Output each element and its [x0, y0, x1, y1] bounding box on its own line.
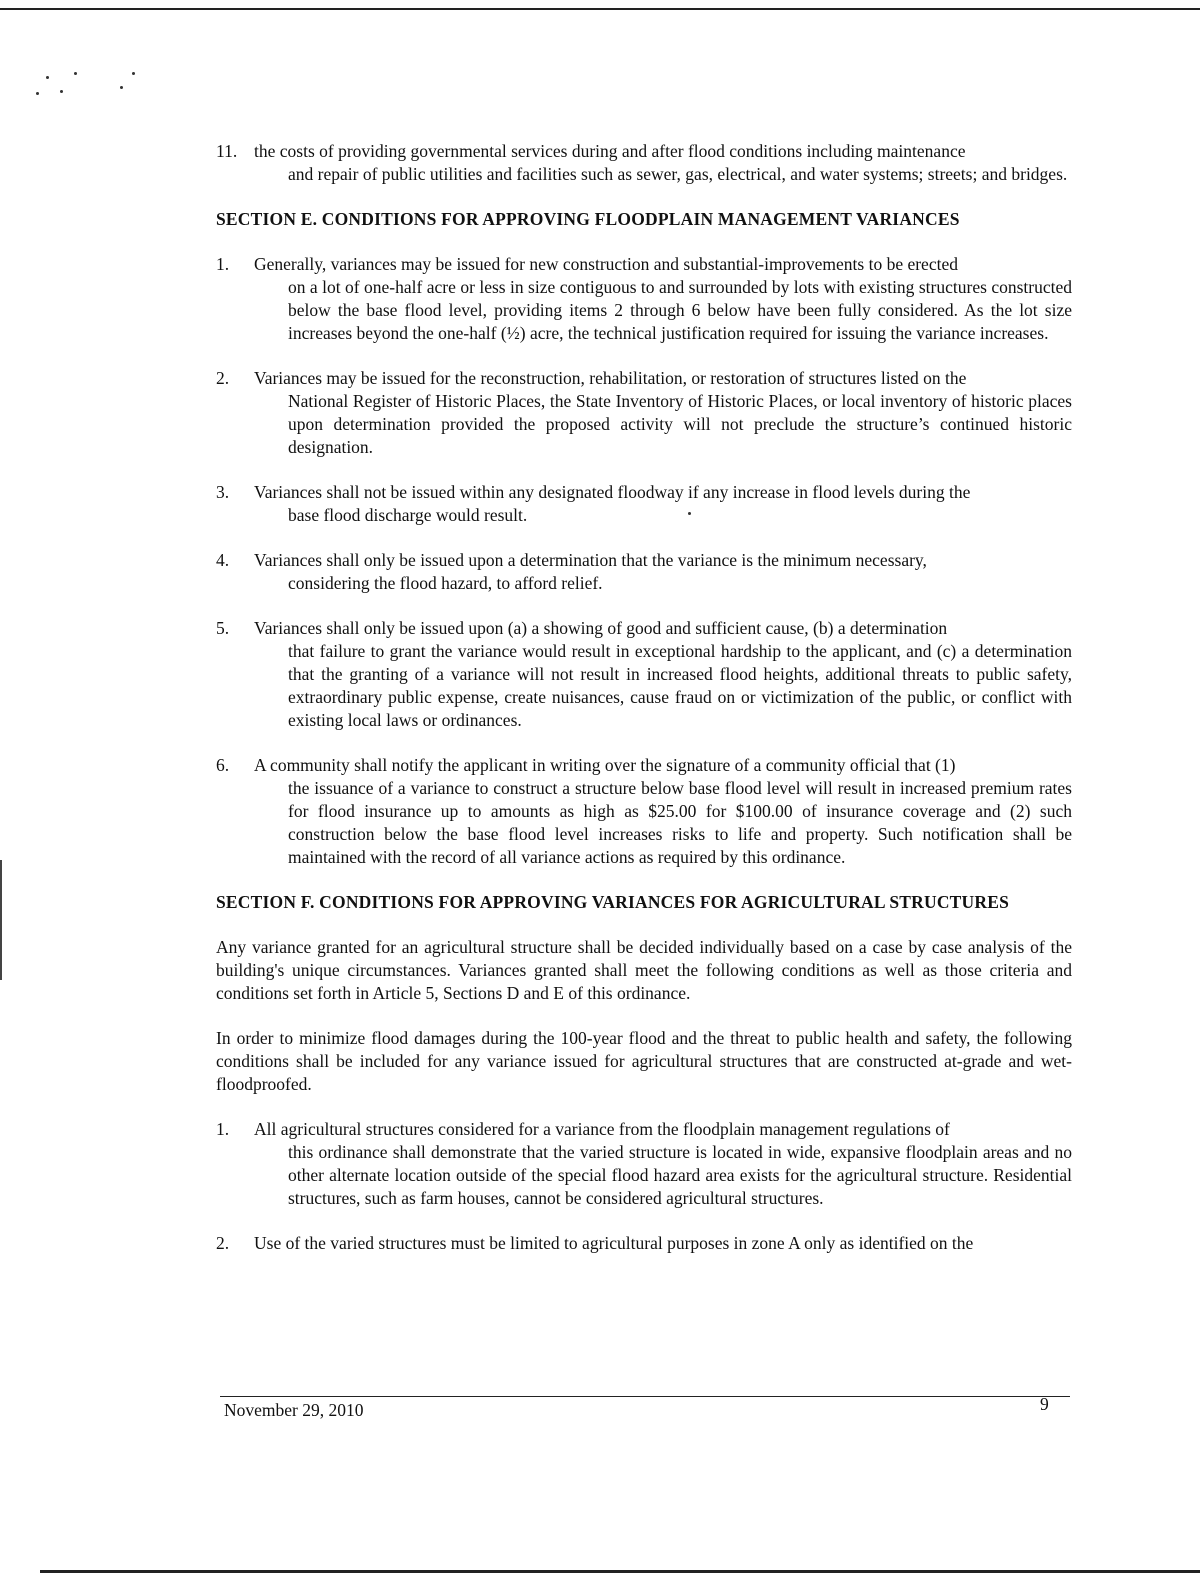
- item-text-first: Variances shall only be issued upon (a) a showing of good and sufficient cause, (b) a determination: [254, 618, 948, 638]
- item-text-rest: this ordinance shall demonstrate that the varied structure is located in wide, expansive floodplain areas and no other alternate location outside of the special flood hazard area exists for the agricultural structure. Residential structures, such as farm houses, cannot be considered agricultural structures.: [288, 1142, 1072, 1208]
- scan-speck: [36, 92, 39, 95]
- section-f-paragraph: In order to minimize flood damages during the 100-year flood and the threat to public health and safety, the following conditions shall be included for any variance issued for agricultural structures that are constructed at-grade and wet-floodproofed.: [216, 1028, 1072, 1094]
- item-number: 1.: [216, 1119, 230, 1139]
- item-text-first: All agricultural structures considered for a variance from the floodplain management regulations of: [254, 1119, 950, 1139]
- list-item: [216, 140, 1072, 186]
- item-text-first: the costs of providing governmental services during and after flood conditions including maintenance: [254, 141, 966, 161]
- page-number: 9: [1040, 1394, 1049, 1414]
- item-number: 11.: [216, 141, 238, 161]
- scan-bottom-edge: [40, 1570, 1200, 1573]
- item-text-rest: base flood discharge would result.: [288, 505, 528, 525]
- item-number: 6.: [216, 755, 230, 775]
- list-item: [216, 481, 1072, 527]
- item-text-first: Use of the varied structures must be limited to agricultural purposes in zone A only as identified on the: [254, 1233, 974, 1253]
- item-number: 4.: [216, 550, 230, 570]
- document-page: [216, 140, 1072, 1273]
- scan-speck: [74, 72, 77, 75]
- section-e-heading: SECTION E. CONDITIONS FOR APPROVING FLOODPLAIN MANAGEMENT VARIANCES: [216, 209, 960, 229]
- list-item: [216, 754, 1072, 869]
- list-item: [216, 253, 1072, 345]
- list-item: [216, 1118, 1072, 1210]
- list-item: [216, 1232, 1072, 1255]
- item-text-rest: on a lot of one-half acre or less in size contiguous to and surrounded by lots with existing structures constructed below the base flood level, providing items 2 through 6 below have been fully considered. As the lot size increases beyond the one-half (½) acre, the technical justification required for issuing the variance increases.: [288, 277, 1072, 343]
- item-text-rest: and repair of public utilities and facilities such as sewer, gas, electrical, and water systems; streets; and bridges.: [288, 164, 1068, 184]
- list-item: [216, 549, 1072, 595]
- footer-date: November 29, 2010: [224, 1400, 364, 1420]
- item-text-first: Variances shall only be issued upon a determination that the variance is the minimum necessary,: [254, 550, 927, 570]
- item-text-rest: National Register of Historic Places, the State Inventory of Historic Places, or local inventory of historic places upon determination provided the proposed activity will not preclude the structure’s continued historic designation.: [288, 391, 1072, 457]
- item-text-rest: that failure to grant the variance would result in exceptional hardship to the applicant, and (c) a determination that the granting of a variance will not result in increased flood heights, additional threats to public safety, extraordinary public expense, create nuisances, cause fraud on or victimization of the public, or conflict with existing local laws or ordinances.: [288, 641, 1072, 730]
- item-number: 5.: [216, 618, 230, 638]
- item-text-first: A community shall notify the applicant in writing over the signature of a community official that (1): [254, 755, 956, 775]
- scan-speck: [60, 90, 63, 93]
- scan-speck: [120, 86, 123, 89]
- list-item: [216, 617, 1072, 732]
- list-item: [216, 367, 1072, 459]
- footer-rule: [220, 1396, 1070, 1397]
- scan-speck: [46, 76, 49, 79]
- item-number: 3.: [216, 482, 230, 502]
- scan-speck: [132, 72, 135, 75]
- item-number: 1.: [216, 254, 230, 274]
- item-text-first: Variances may be issued for the reconstruction, rehabilitation, or restoration of structures listed on the: [254, 368, 967, 388]
- item-text-rest: the issuance of a variance to construct a structure below base flood level will result in increased premium rates for flood insurance up to amounts as high as $25.00 for $100.00 of insurance coverage and (2) such construction below the base flood level increases risks to life and property. Such notification shall be maintained with the record of all variance actions as required by this ordinance.: [288, 778, 1072, 867]
- item-text-first: Generally, variances may be issued for new construction and substantial-improvements to be erected: [254, 254, 958, 274]
- section-f-heading: SECTION F. CONDITIONS FOR APPROVING VARIANCES FOR AGRICULTURAL STRUCTURES: [216, 892, 1010, 912]
- item-text-first: Variances shall not be issued within any designated floodway if any increase in flood levels during the: [254, 482, 971, 502]
- section-f-paragraph: Any variance granted for an agricultural structure shall be decided individually based on a case by case analysis of the building's unique circumstances. Variances granted shall meet the following conditions as well as those criteria and conditions set forth in Article 5, Sections D and E of this ordinance.: [216, 937, 1072, 1003]
- scan-left-edge: [0, 860, 2, 980]
- item-text-rest: considering the flood hazard, to afford relief.: [288, 573, 603, 593]
- scan-top-edge: [0, 8, 1200, 10]
- item-number: 2.: [216, 368, 230, 388]
- item-number: 2.: [216, 1233, 230, 1253]
